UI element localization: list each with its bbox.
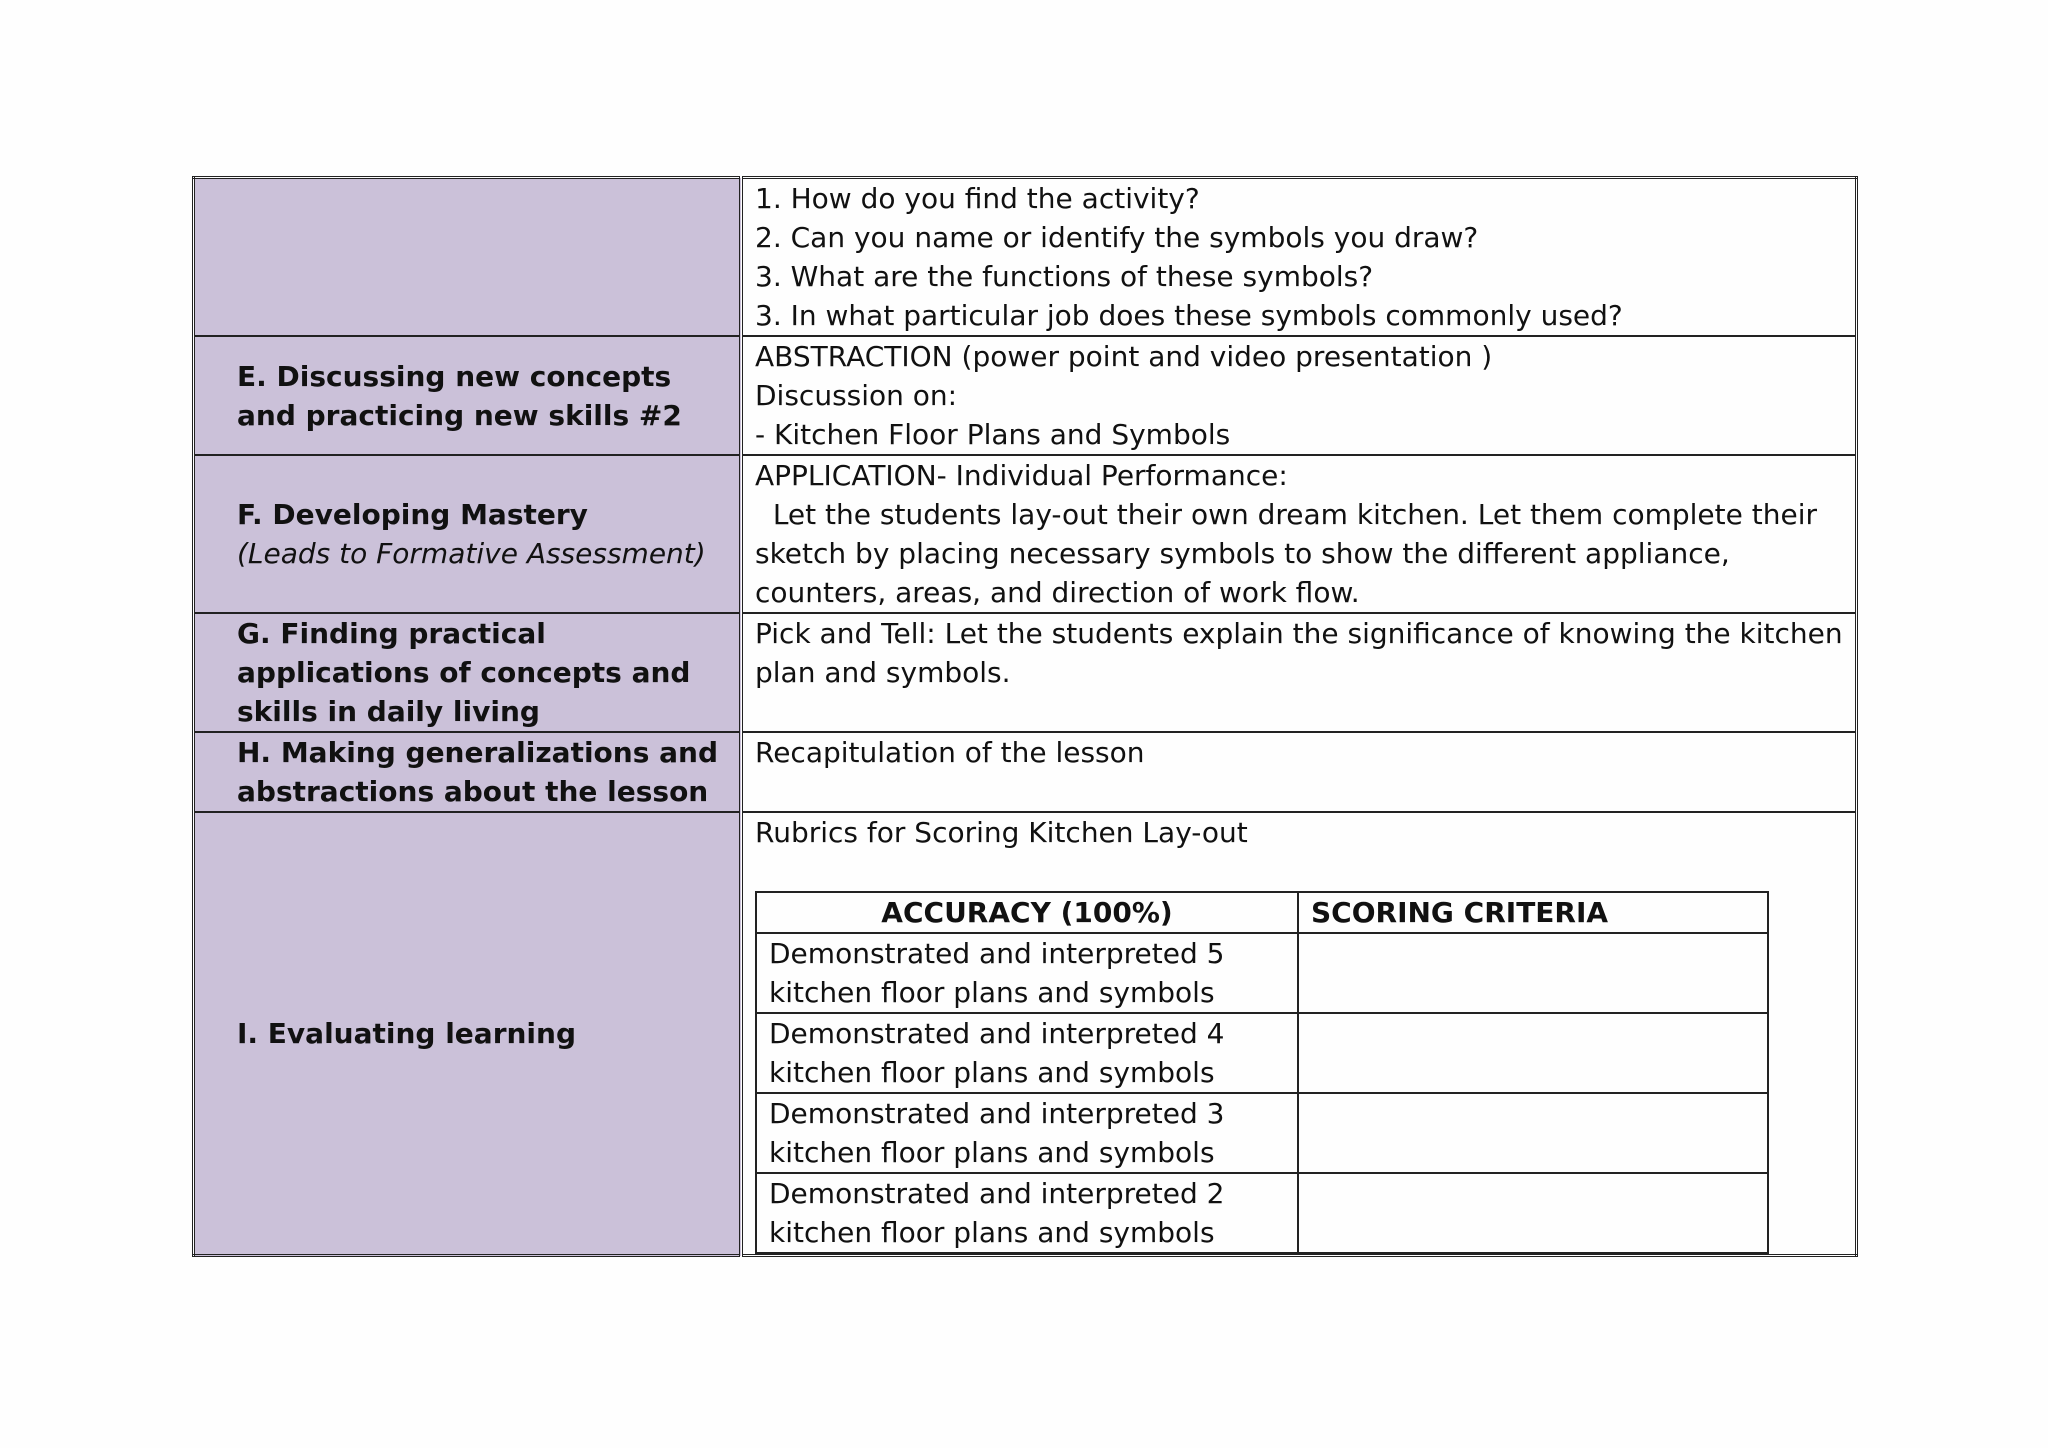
rubric-score-cell — [1298, 1013, 1768, 1093]
question-3: 3. What are the functions of these symbols? — [755, 260, 1374, 293]
table-row — [194, 732, 1857, 812]
rubric-score-cell — [1298, 1093, 1768, 1173]
rubric-header-row — [756, 892, 1768, 933]
row-label-i: I. Evaluating learning — [194, 812, 742, 1256]
rubric-row — [756, 1173, 1768, 1253]
rubric-title: Rubrics for Scoring Kitchen Lay-out — [755, 816, 1248, 849]
pick-and-tell-content: Pick and Tell: Let the students explain the significance of knowing the kitchen plan and symbols. — [741, 613, 1857, 732]
row-label-e: E. Discussing new concepts and practicing new skills #2 — [194, 336, 742, 455]
reflection-questions — [741, 178, 1857, 337]
rubric-criteria: Demonstrated and interpreted 2 kitchen floor plans and symbols — [756, 1173, 1298, 1253]
abstraction-line-2: Discussion on: — [755, 379, 958, 412]
rubric-row — [756, 1013, 1768, 1093]
row-label-reflection — [194, 178, 742, 337]
row-label-f-title: F. Developing Mastery — [237, 498, 588, 531]
table-row — [194, 455, 1857, 613]
rubric-criteria: Demonstrated and interpreted 4 kitchen floor plans and symbols — [756, 1013, 1298, 1093]
table-row — [194, 812, 1857, 1256]
question-1: 1. How do you find the activity? — [755, 182, 1200, 215]
lesson-plan-table — [192, 176, 1858, 1257]
rubric-header-scoring: SCORING CRITERIA — [1298, 892, 1768, 933]
rubric-criteria: Demonstrated and interpreted 5 kitchen floor plans and symbols — [756, 933, 1298, 1013]
table-row — [194, 178, 1857, 337]
table-row — [194, 336, 1857, 455]
abstraction-line-3: - Kitchen Floor Plans and Symbols — [755, 418, 1231, 451]
row-label-h: H. Making generalizations and abstractions about the lesson — [194, 732, 742, 812]
question-4: 3. In what particular job does these symbols commonly used? — [755, 299, 1623, 332]
question-2: 2. Can you name or identify the symbols you draw? — [755, 221, 1479, 254]
application-content — [741, 455, 1857, 613]
row-label-f — [194, 455, 742, 613]
rubric-row — [756, 1093, 1768, 1173]
rubric-header-accuracy: ACCURACY (100%) — [756, 892, 1298, 933]
rubric-table — [755, 891, 1769, 1254]
evaluation-content — [741, 812, 1857, 1256]
rubric-score-cell — [1298, 1173, 1768, 1253]
rubric-criteria: Demonstrated and interpreted 3 kitchen floor plans and symbols — [756, 1093, 1298, 1173]
row-label-f-subtitle: (Leads to Formative Assessment) — [237, 537, 706, 570]
application-heading: APPLICATION- Individual Performance: — [755, 459, 1288, 492]
table-row — [194, 613, 1857, 732]
application-paragraph: Let the students lay-out their own dream kitchen. Let them complete their sketch by placing necessary symbols to show the different appliance, counters, areas, and direction of work flow. — [755, 498, 1826, 609]
rubric-score-cell — [1298, 933, 1768, 1013]
abstraction-content — [741, 336, 1857, 455]
row-label-g: G. Finding practical applications of concepts and skills in daily living — [194, 613, 742, 732]
rubric-row — [756, 933, 1768, 1013]
recapitulation-content: Recapitulation of the lesson — [741, 732, 1857, 812]
abstraction-line-1: ABSTRACTION (power point and video presentation ) — [755, 340, 1493, 373]
